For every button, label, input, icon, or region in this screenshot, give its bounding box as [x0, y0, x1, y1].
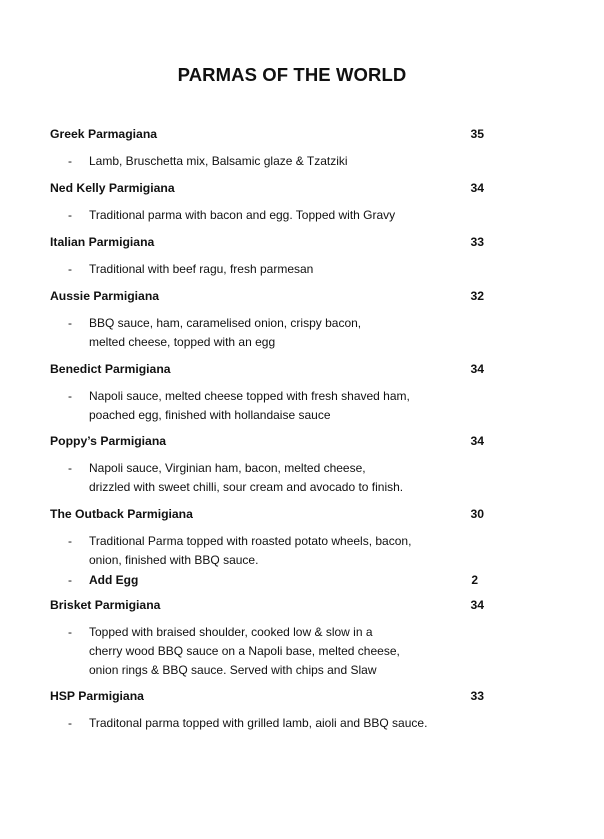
item-description: Topped with braised shoulder, cooked low & slow in a cherry wood BBQ sauce on a Napoli base, melted cheese, onion rings & BBQ sauce. Served with chips and Slaw	[89, 625, 400, 677]
item-price: 33	[470, 235, 484, 249]
item-name: Benedict Parmigiana	[50, 362, 171, 376]
item-name: Ned Kelly Parmigiana	[50, 181, 175, 195]
menu-item-italian	[0, 234, 604, 276]
item-price: 33	[470, 689, 484, 703]
item-description: Napoli sauce, Virginian ham, bacon, melted cheese, drizzled with sweet chilli, sour cream and avocado to finish.	[89, 461, 404, 494]
bullet-dash: -	[68, 461, 72, 475]
bullet-dash: -	[68, 716, 72, 730]
item-price: 34	[470, 181, 484, 195]
item-price: 34	[470, 434, 484, 448]
menu-item-poppys	[0, 433, 604, 494]
menu-item-hsp	[0, 688, 604, 730]
bullet-dash: -	[68, 389, 72, 403]
menu-item-ned-kelly	[0, 180, 604, 222]
item-description: Napoli sauce, melted cheese topped with fresh shaved ham, poached egg, finished with hollandaise sauce	[89, 389, 410, 422]
bullet-dash: -	[68, 534, 72, 548]
item-name: Brisket Parmigiana	[50, 598, 161, 612]
item-name: Greek Parmagiana	[50, 127, 158, 141]
item-name: HSP Parmigiana	[50, 689, 144, 703]
menu-item-outback	[0, 506, 604, 587]
item-name: Aussie Parmigiana	[50, 289, 160, 303]
item-price: 34	[470, 362, 484, 376]
item-description: Traditional with beef ragu, fresh parmesan	[89, 262, 314, 276]
item-name: Italian Parmigiana	[50, 235, 155, 249]
bullet-dash: -	[68, 208, 72, 222]
bullet-dash: -	[68, 154, 72, 168]
item-description: Traditional parma with bacon and egg. Topped with Gravy	[89, 208, 396, 222]
item-description: Traditional Parma topped with roasted potato wheels, bacon, onion, finished with BBQ sauce.	[89, 534, 412, 567]
item-price: 35	[470, 127, 484, 141]
item-description: BBQ sauce, ham, caramelised onion, crispy bacon, melted cheese, topped with an egg	[89, 316, 362, 349]
addon-name: Add Egg	[89, 573, 139, 587]
bullet-dash: -	[68, 316, 72, 330]
addon-price: 2	[471, 573, 478, 587]
bullet-dash: -	[68, 573, 72, 587]
bullet-dash: -	[68, 262, 72, 276]
page-title: PARMAS OF THE WORLD	[177, 64, 407, 85]
item-price: 34	[470, 598, 484, 612]
menu-item-aussie	[0, 288, 604, 349]
item-description: Lamb, Bruschetta mix, Balsamic glaze & Tzatziki	[89, 154, 348, 168]
menu-item-benedict	[0, 361, 604, 422]
bullet-dash: -	[68, 625, 72, 639]
item-name: Poppy’s Parmigiana	[50, 434, 167, 448]
item-name: The Outback Parmigiana	[50, 507, 193, 521]
item-price: 32	[470, 289, 484, 303]
menu-item-brisket	[0, 597, 604, 677]
menu-item-greek	[0, 126, 604, 168]
item-description: Traditonal parma topped with grilled lamb, aioli and BBQ sauce.	[89, 716, 428, 730]
item-price: 30	[470, 507, 484, 521]
